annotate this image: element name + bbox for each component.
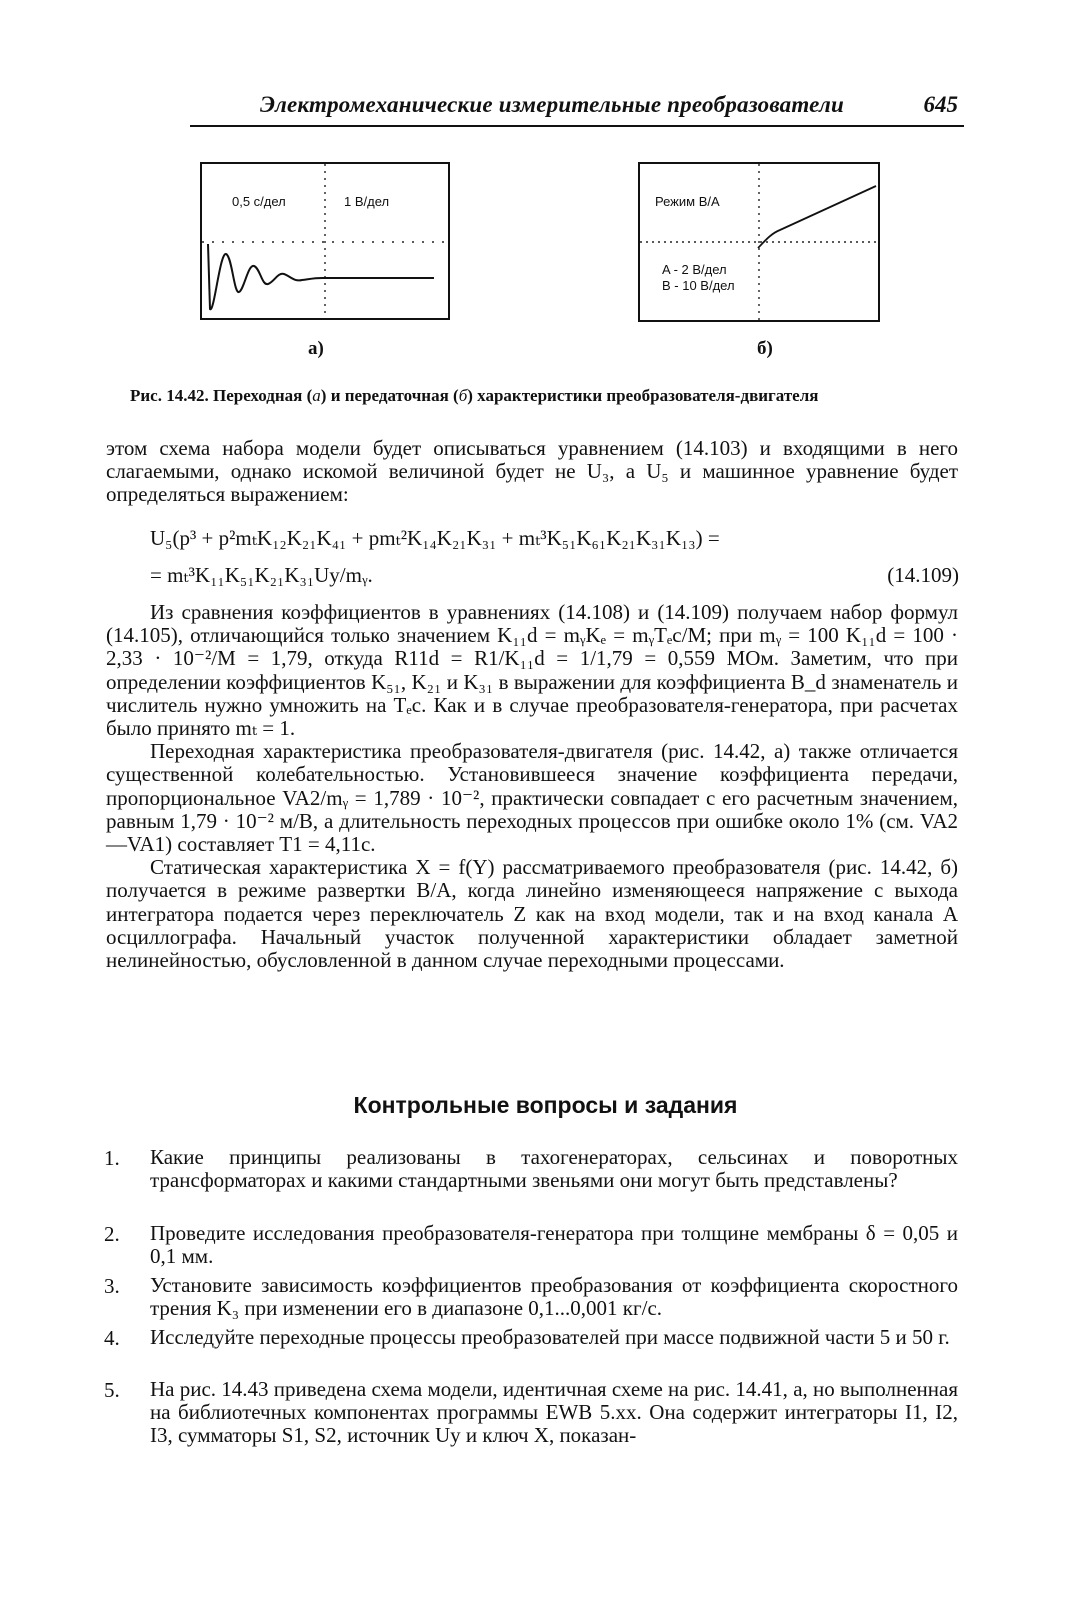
paragraph: этом схема набора модели будет описываться уравнением (14.103) и входящими в него слагаемыми, однако искомой величиной будет не U₃, а U₅ и машинное уравнение будет определяться выражением: [106, 436, 958, 507]
paragraph: Из сравнения коэффициентов в уравнениях (14.108) и (14.109) получаем набор формул (14.105), отличающийся только значением K₁₁d = mᵧKₑ = mᵧTₑс/M; при mᵧ = 100 K₁₁d = 100 · 2,33 · 10⁻²/M = 1,79, откуда R11d = R1/K₁₁d = 1/1,79 = 0,559 МОм. Заметим, что при определении коэффициентов K₅₁, K₂₁ и K₃₁ в выражении для коэффициента B_d знаменатель и числитель нужно умножить на Tₑс. Как и в случае преобразователя-генератора, при расчетах было принято mₜ = 1. [106, 600, 958, 741]
section-heading: Контрольные вопросы и задания [353, 1092, 738, 1118]
page-number: 645 [923, 92, 958, 117]
question-number: 5. [104, 1378, 120, 1402]
continuation-paragraph [106, 437, 958, 507]
panel-b-label: б) [757, 338, 773, 359]
time-scale-label: 0,5 с/дел [232, 194, 286, 209]
panel-a-label: а) [308, 338, 324, 359]
paragraph: Переходная характеристика преобразователя-двигателя (рис. 14.42, а) также отличается существенной колебательностью. Установившееся значение коэффициента передачи, пропорциональное VA2/mᵧ = 1,789 · 10⁻², практически совпадает с его расчетным значением, равным 1,79 · 10⁻² м/В, а длительность переходных процессов при ошибке около 1% (см. VA2—VA1) составляет T1 = 4,11с. [106, 739, 958, 857]
paragraph: Статическая характеристика X = f(Y) рассматриваемого преобразователя (рис. 14.42, б) получается в режиме развертки B/A, когда линейно изменяющееся напряжение с выхода интегратора подается через переключатель Z как на вход модели, так и на вход канала A осциллографа. Начальный участок полученной характеристики обладает заметной нелинейностью, обусловленной в данном случае переходными процессами. [106, 855, 958, 973]
equation-number: (14.109) [887, 563, 959, 587]
body-text [106, 601, 958, 972]
question-text: Исследуйте переходные процессы преобразователей при массе подвижной части 5 и 50 г. [150, 1325, 950, 1349]
voltage-scale-label: 1 В/дел [344, 194, 390, 209]
mode-label: Режим B/A [655, 194, 720, 209]
running-header [190, 92, 962, 126]
transfer-curve [758, 186, 876, 248]
oscillogram-a-plot [202, 164, 448, 318]
equation-line-2: = mₜ³K₁₁K₅₁K₂₁K₃₁Uy/mᵧ. [150, 563, 373, 587]
question-text: Установите зависимость коэффициентов преобразования от коэффициента скоростного трения K₃ при изменении его в диапазоне 0,1...0,001 кг/с. [150, 1273, 958, 1321]
header-title: Электромеханические измерительные преобразователи [260, 92, 844, 117]
question-number: 3. [104, 1274, 120, 1298]
channel-b-scale: B - 10 В/дел [662, 278, 735, 293]
transient-curve [208, 244, 434, 309]
question-number: 2. [104, 1222, 120, 1246]
oscillogram-b-plot [640, 164, 878, 320]
question-number: 1. [104, 1146, 120, 1170]
equation-line-1: U₅(p³ + p²mₜK₁₂K₂₁K₄₁ + pmₜ²K₁₄K₂₁K₃₁ + mₜ³K₅₁K₆₁K₂₁K₃₁K₁₃) = [150, 526, 720, 550]
question-text: Проведите исследования преобразователя-генератора при толщине мембраны δ = 0,05 и 0,1 мм. [150, 1221, 958, 1269]
oscillogram-a [200, 162, 450, 320]
question-text: Какие принципы реализованы в тахогенераторах, сельсинах и поворотных трансформаторах и какими стандартными звеньями они могут быть представлены? [150, 1145, 958, 1193]
question-number: 4. [104, 1326, 120, 1350]
header-rule [190, 125, 964, 127]
oscillogram-b [638, 162, 880, 322]
question-text: На рис. 14.43 приведена схема модели, идентичная схеме на рис. 14.41, а, но выполненная на библиотечных компонентах программы EWB 5.xx. Она содержит интеграторы I1, I2, I3, сумматоры S1, S2, источник Uy и ключ X, показан- [150, 1377, 958, 1448]
channel-a-scale: A - 2 В/дел [662, 262, 727, 277]
figure-caption: Рис. 14.42. Переходная (а) и передаточная (б) характеристики преобразователя-двигателя [130, 386, 819, 405]
